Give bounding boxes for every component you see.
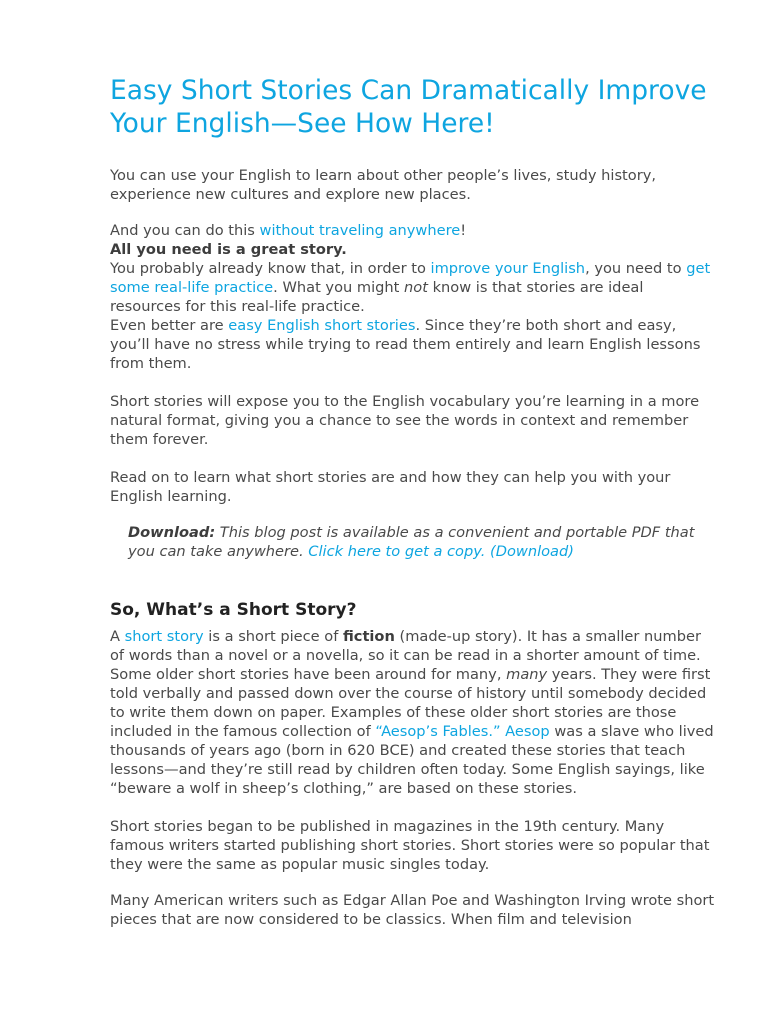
short-story-link[interactable]: short story [124, 628, 204, 645]
emphasis-many: many [506, 666, 548, 683]
section-paragraph-2: Short stories began to be published in magazines in the 19th century. Many famous writers started publishing short stories. Short stories were so popular that they were the same as popular music singles today. [110, 818, 710, 873]
section-heading: So, What’s a Short Story? [110, 600, 357, 620]
intro-paragraph-6: Read on to learn what short stories are and how they can help you with your English learning. [110, 469, 671, 505]
section-paragraph-3: Many American writers such as Edgar Allan Poe and Washington Irving wrote short pieces that are now considered to be classics. When film and television [110, 892, 715, 928]
section-paragraph-1 [110, 627, 716, 798]
page-title: Easy Short Stories Can Dramatically Improve Your English—See How Here! [110, 75, 707, 139]
intro-paragraph-5: Short stories will expose you to the English vocabulary you’re learning in a more natural format, giving you a chance to see the words in context and remember them forever. [110, 393, 700, 448]
text: And you can do this [110, 222, 260, 239]
text: You probably already know that, in order to [110, 260, 431, 277]
text: (made-up story). It has a smaller number of words than a novel or a novella, so it can be read in a shorter amount of time. Some older short stories have been around for many, [110, 628, 702, 683]
text: years. They were first told verbally and passed down over the course of history until somebody decided to write them down on paper. Examples of these older short stories are those included in the famous collection of [110, 666, 711, 740]
text: know is that stories are ideal resources for this real-life practice. [110, 279, 644, 315]
text: Even better are [110, 317, 229, 334]
text: , you need to [585, 260, 687, 277]
text: ! [460, 222, 467, 239]
download-link[interactable]: Click here to get a copy. (Download) [308, 543, 574, 560]
download-text: This blog post is available as a convenient and portable PDF that you can take anywhere. [128, 524, 695, 560]
bold-fiction: fiction [342, 628, 395, 645]
intro-paragraph-2 [110, 221, 716, 373]
text: . Since they’re both short and easy, you’ll have no stress while trying to read them entirely and learn English lessons from them. [110, 317, 701, 372]
without-traveling-link[interactable]: without traveling anywhere [259, 222, 461, 239]
download-label: Download: [128, 524, 216, 541]
intro-paragraph-1: You can use your English to learn about other people’s lives, study history, experience new cultures and explore new places. [110, 167, 656, 203]
aesops-fables-link[interactable]: “Aesop’s Fables.” Aesop [375, 723, 550, 740]
text: is a short piece of [203, 628, 343, 645]
real-life-practice-link[interactable]: get some real-life practice [110, 260, 711, 296]
download-callout [110, 523, 716, 561]
emphasis-not: not [404, 279, 428, 296]
easy-short-stories-link[interactable]: easy English short stories [228, 317, 416, 334]
text: was a slave who lived thousands of years ago (born in 620 BCE) and created these stories that teach lessons—and they’re still read by children often today. Some English sayings, like “beware a wolf in sheep’s clothing,” are based on these stories. [110, 723, 714, 797]
text: . What you might [273, 279, 405, 296]
text: A [110, 628, 125, 645]
bold-statement: All you need is a great story. [110, 241, 347, 258]
improve-english-link[interactable]: improve your English [430, 260, 586, 277]
